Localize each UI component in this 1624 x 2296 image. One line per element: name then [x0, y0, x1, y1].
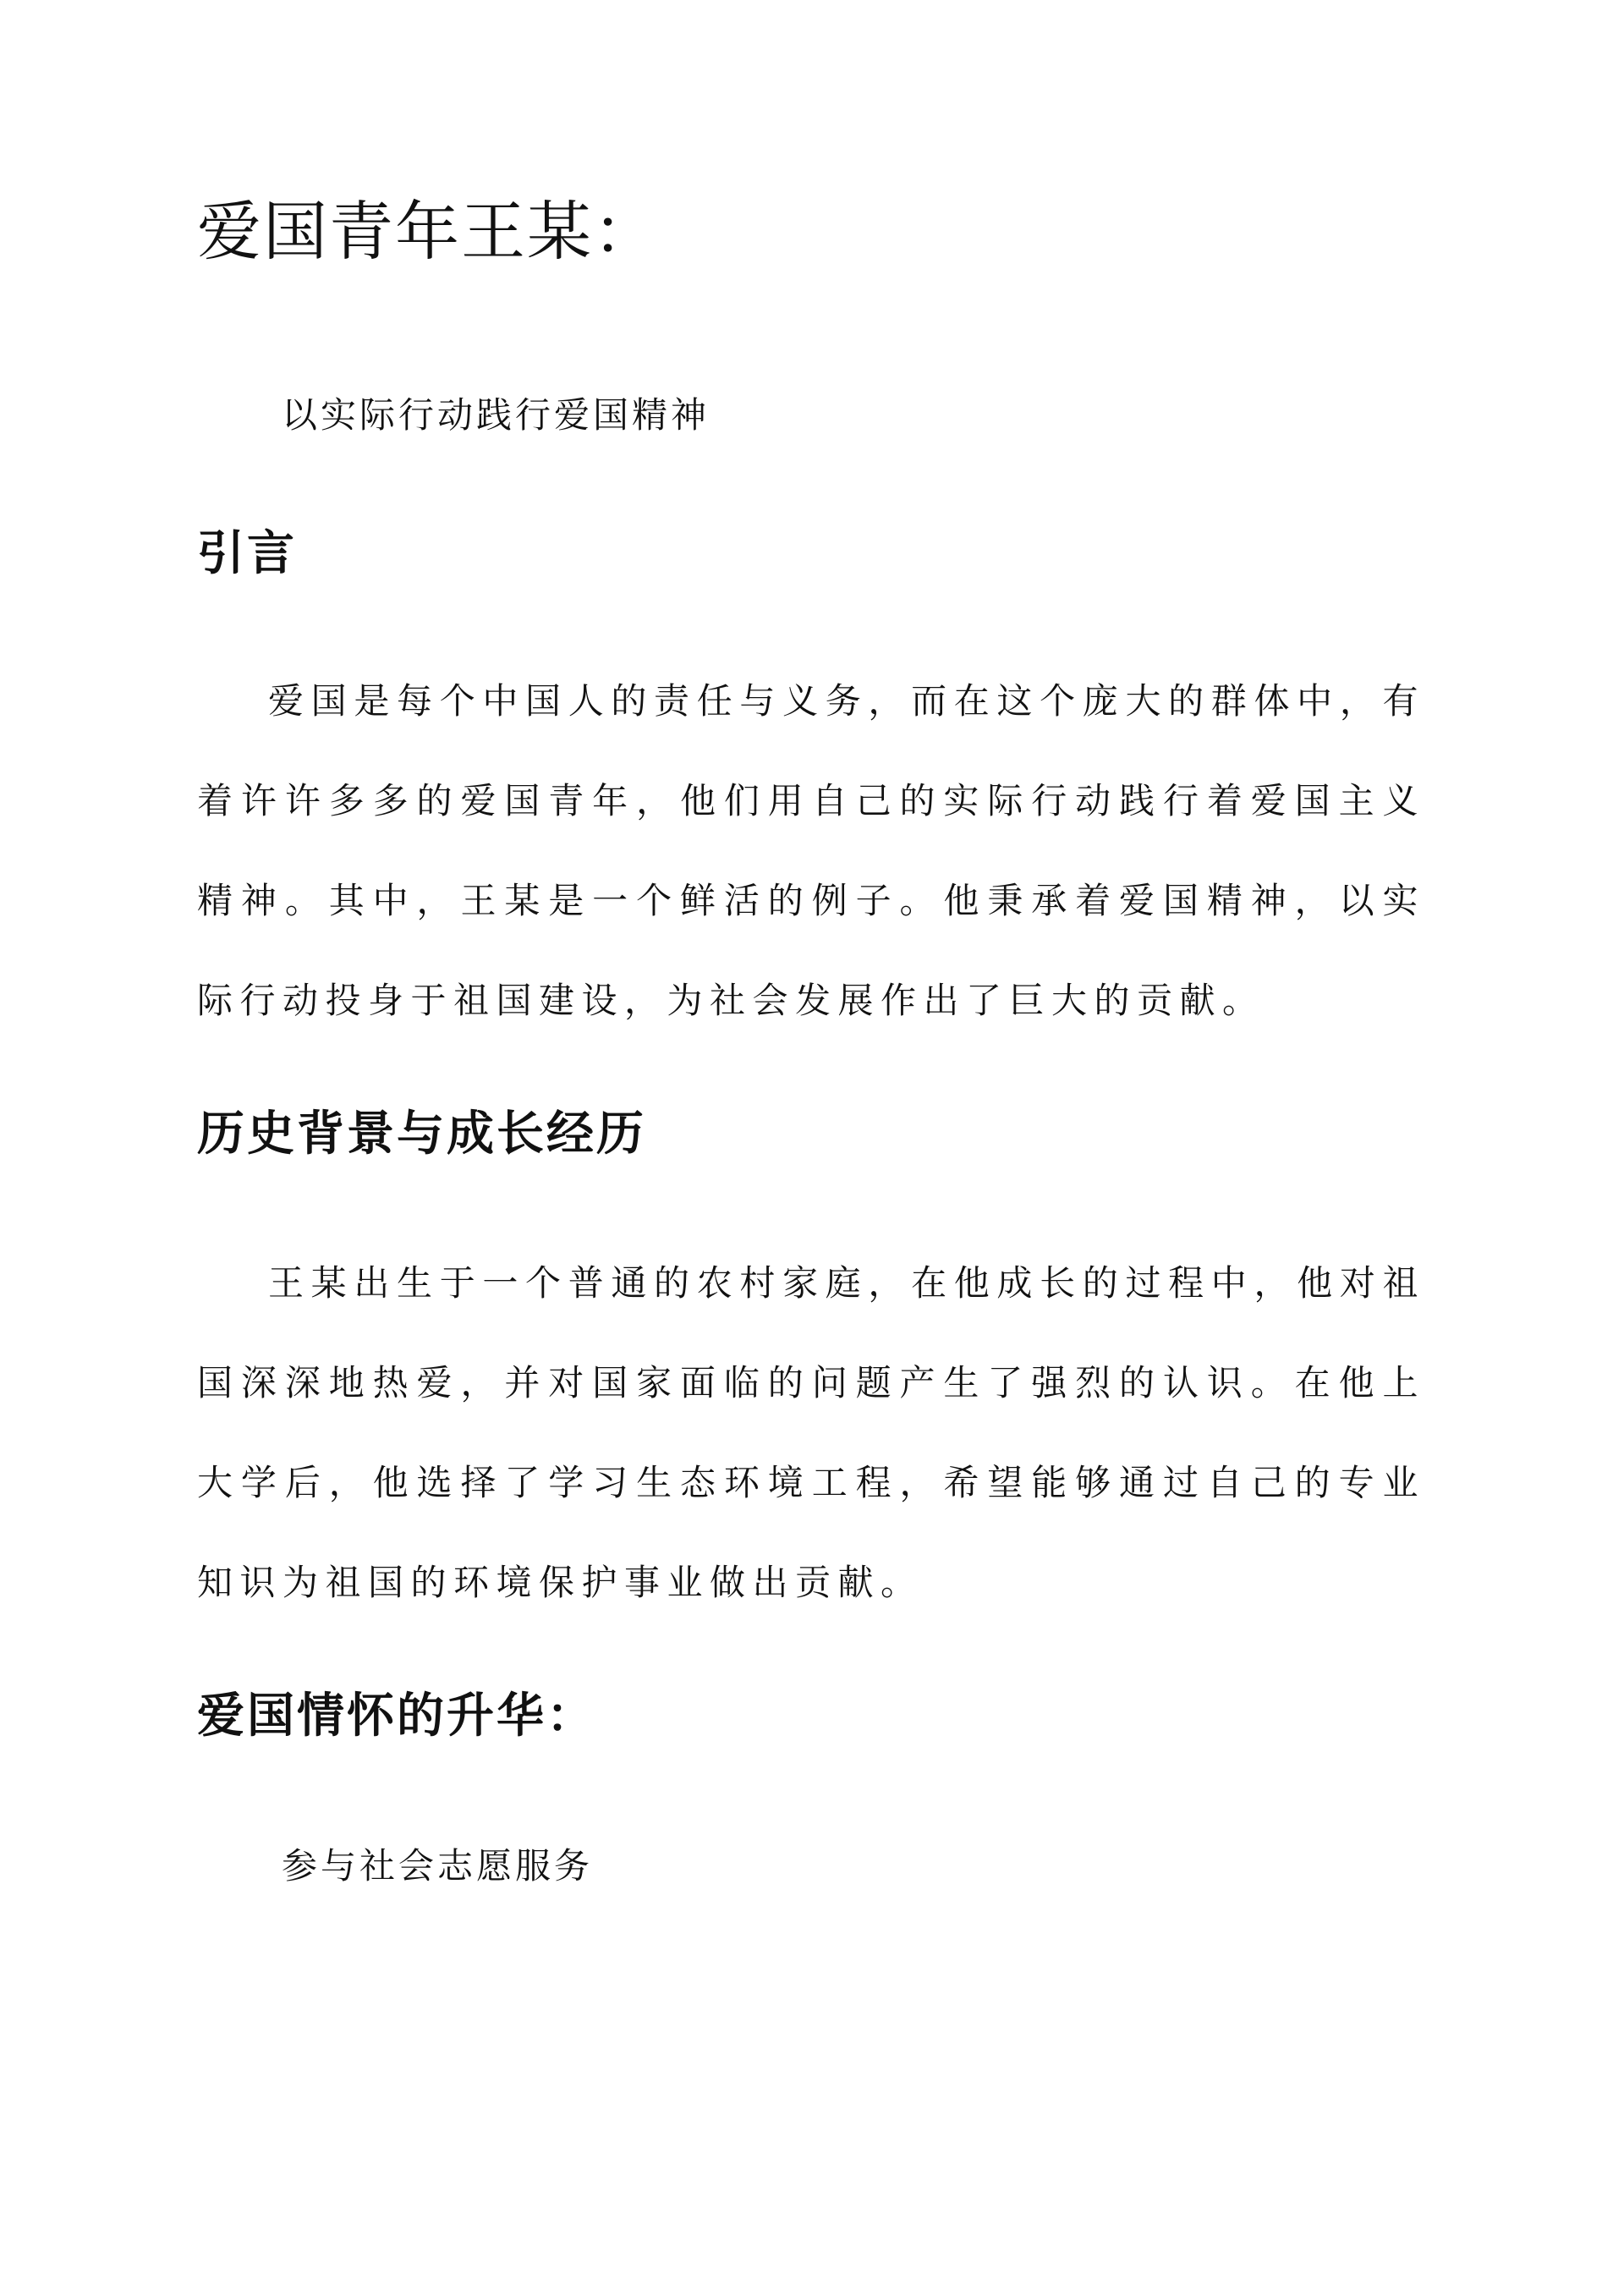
section-paragraph-background: 王某出生于一个普通的农村家庭，在他成长的过程中，他对祖国深深地热爱，并对国家面临的问题产生了强烈的认识。在他上大学后，他选择了学习生态环境工程，希望能够通过自己的专业知识为祖国的环境保护事业做出贡献。: [197, 1262, 1425, 1603]
section-heading-patriotism: 爱国情怀的升华：: [197, 1688, 596, 1744]
section-paragraph-intro: 爱国是每个中国人的责任与义务，而在这个庞大的群体中，有着许许多多的爱国青年，他们用自己的实际行动践行着爱国主义精神。其中，王某是一个鲜活的例子。他秉承着爱国精神，以实际行动投身于祖国建设，为社会发展作出了巨大的贡献。: [197, 680, 1425, 1021]
section-heading-background: 历史背景与成长经历: [197, 1106, 646, 1162]
section-subheading-volunteer: 参与社会志愿服务: [282, 1845, 594, 1887]
section-heading-intro: 引言: [197, 525, 297, 581]
document-subtitle: 以实际行动践行爱国精神: [282, 394, 710, 436]
document-title: 爱国青年王某：: [197, 194, 659, 269]
